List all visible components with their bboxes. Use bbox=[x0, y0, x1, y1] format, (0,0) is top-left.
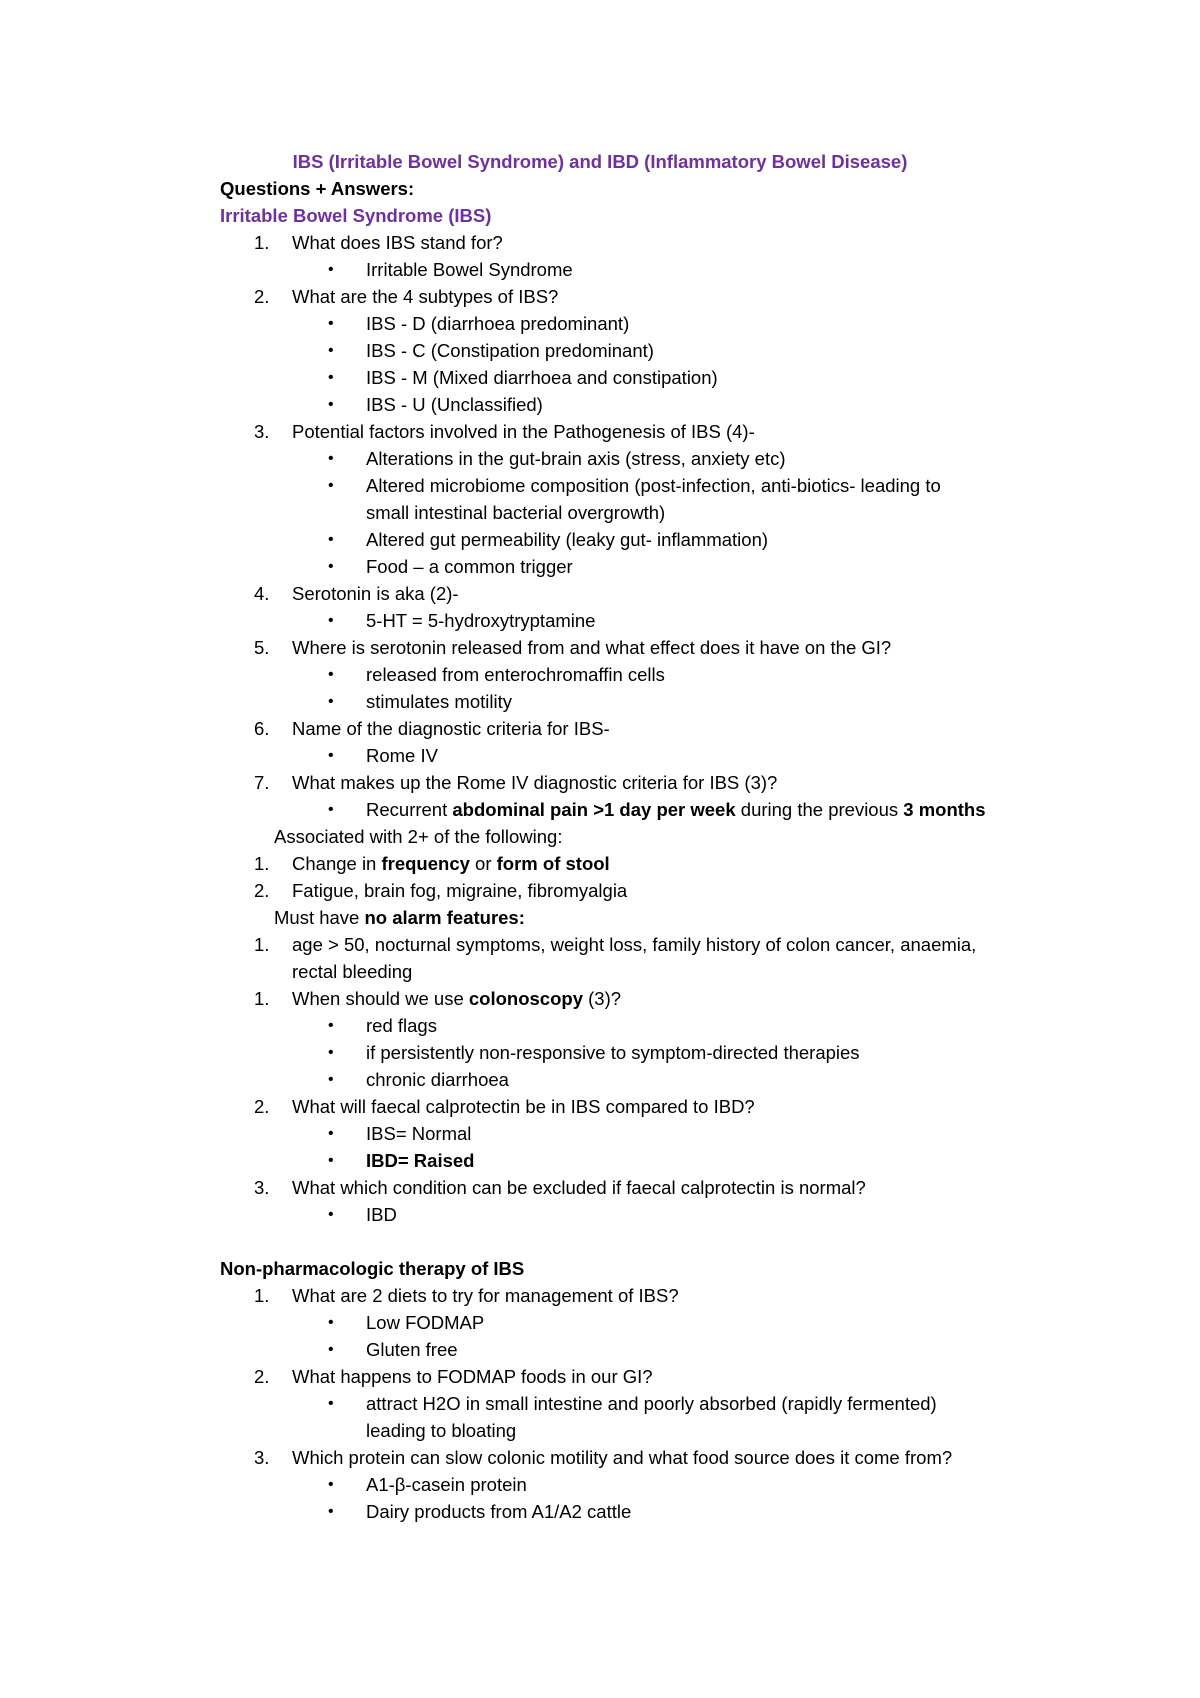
list-number: 7. bbox=[254, 772, 270, 793]
answer-text: small intestinal bacterial overgrowth) bbox=[366, 502, 666, 523]
list-number: 2. bbox=[254, 880, 270, 901]
list-item-numbered bbox=[254, 877, 628, 904]
bullet-icon: • bbox=[328, 747, 334, 764]
answer-text bbox=[366, 796, 986, 823]
question-4 bbox=[254, 580, 459, 607]
section-heading-non-pharmacologic: Non-pharmacologic therapy of IBS bbox=[220, 1258, 525, 1279]
answer-text: A1-β-casein protein bbox=[366, 1474, 527, 1495]
list-number: 3. bbox=[254, 421, 270, 442]
item-text bbox=[292, 850, 610, 877]
item-text: age > 50, nocturnal symptoms, weight loss, family history of colon cancer, anaemia, bbox=[292, 934, 977, 955]
question-text: Serotonin is aka (2)- bbox=[292, 583, 459, 604]
bullet-icon: • bbox=[328, 531, 334, 548]
answer-text: IBS= Normal bbox=[366, 1123, 472, 1144]
list-number: 3. bbox=[254, 1177, 270, 1198]
question-text bbox=[292, 985, 621, 1012]
list-number: 6. bbox=[254, 718, 270, 739]
list-item-numbered bbox=[254, 850, 610, 877]
section-heading-ibs: Irritable Bowel Syndrome (IBS) bbox=[220, 205, 492, 226]
alarm-heading bbox=[274, 904, 525, 931]
question-text: What does IBS stand for? bbox=[292, 232, 503, 253]
bullet-icon: • bbox=[328, 1314, 334, 1331]
answer-text: Altered gut permeability (leaky gut- inflammation) bbox=[366, 529, 769, 550]
question-text: What happens to FODMAP foods in our GI? bbox=[292, 1366, 653, 1387]
text-run: (3)? bbox=[583, 988, 622, 1009]
answer-text: Alterations in the gut-brain axis (stress, anxiety etc) bbox=[366, 448, 786, 469]
bullet-icon: • bbox=[328, 450, 334, 467]
bullet-icon: • bbox=[328, 315, 334, 332]
answer-text: Low FODMAP bbox=[366, 1312, 485, 1333]
list-number: 5. bbox=[254, 637, 270, 658]
list-number: 1. bbox=[254, 934, 270, 955]
question-text: Potential factors involved in the Pathogenesis of IBS (4)- bbox=[292, 421, 755, 442]
answer-text: Irritable Bowel Syndrome bbox=[366, 259, 573, 280]
subtitle: Questions + Answers: bbox=[220, 178, 415, 199]
document-title: IBS (Irritable Bowel Syndrome) and IBD (Inflammatory Bowel Disease) bbox=[292, 151, 908, 172]
answer-text: if persistently non-responsive to symptom-directed therapies bbox=[366, 1042, 860, 1063]
bullet-icon: • bbox=[328, 612, 334, 629]
question-text: What are the 4 subtypes of IBS? bbox=[292, 286, 559, 307]
bullet-icon: • bbox=[328, 342, 334, 359]
bullet-icon: • bbox=[328, 369, 334, 386]
question-excluded-condition bbox=[254, 1174, 866, 1201]
question-3 bbox=[254, 418, 755, 445]
answer-text: 5-HT = 5-hydroxytryptamine bbox=[366, 610, 596, 631]
question-text: Which protein can slow colonic motility and what food source does it come from? bbox=[292, 1447, 953, 1468]
question-text: Name of the diagnostic criteria for IBS- bbox=[292, 718, 610, 739]
text-run: Recurrent bbox=[366, 799, 453, 820]
bullet-icon: • bbox=[328, 1503, 334, 1520]
answer-text: stimulates motility bbox=[366, 691, 512, 712]
list-number: 1. bbox=[254, 1285, 270, 1306]
text-run-bold: 3 months bbox=[903, 799, 986, 820]
list-number: 1. bbox=[254, 988, 270, 1009]
question-6 bbox=[254, 715, 610, 742]
answer-text: IBS - M (Mixed diarrhoea and constipation) bbox=[366, 367, 718, 388]
question-5 bbox=[254, 634, 892, 661]
list-number: 1. bbox=[254, 232, 270, 253]
bullet-icon: • bbox=[328, 1152, 334, 1169]
text-run: Must have bbox=[274, 907, 365, 928]
question-text: Where is serotonin released from and what effect does it have on the GI? bbox=[292, 637, 892, 658]
text-run: When should we use bbox=[292, 988, 469, 1009]
list-number: 2. bbox=[254, 1366, 270, 1387]
question-calprotectin bbox=[254, 1093, 755, 1120]
answer-text: leading to bloating bbox=[366, 1420, 517, 1441]
question-fodmap bbox=[254, 1363, 653, 1390]
text-run: during the previous bbox=[735, 799, 904, 820]
answer-text: Gluten free bbox=[366, 1339, 458, 1360]
item-text: Fatigue, brain fog, migraine, fibromyalgia bbox=[292, 880, 628, 901]
answer-text: Rome IV bbox=[366, 745, 438, 766]
answer-text: Altered microbiome composition (post-infection, anti-biotics- leading to bbox=[366, 475, 941, 496]
list-item-numbered bbox=[254, 931, 977, 958]
bullet-icon: • bbox=[328, 1206, 334, 1223]
question-7 bbox=[254, 769, 778, 796]
answer-text: IBS - C (Constipation predominant) bbox=[366, 340, 654, 361]
bullet-icon: • bbox=[328, 693, 334, 710]
question-1 bbox=[254, 229, 503, 256]
question-colonoscopy bbox=[254, 985, 622, 1012]
question-text: What which condition can be excluded if faecal calprotectin is normal? bbox=[292, 1177, 866, 1198]
answer-text: IBD= Raised bbox=[366, 1150, 475, 1171]
bullet-icon: • bbox=[328, 801, 334, 818]
question-2 bbox=[254, 283, 559, 310]
bullet-icon: • bbox=[328, 1395, 334, 1412]
text-run-bold: no alarm features: bbox=[364, 907, 525, 928]
bullet-icon: • bbox=[328, 261, 334, 278]
answer-text: Dairy products from A1/A2 cattle bbox=[366, 1501, 632, 1522]
answer-text: IBS - U (Unclassified) bbox=[366, 394, 543, 415]
question-text: What will faecal calprotectin be in IBS compared to IBD? bbox=[292, 1096, 755, 1117]
list-number: 3. bbox=[254, 1447, 270, 1468]
answer-text: IBD bbox=[366, 1204, 397, 1225]
text-run-bold: form of stool bbox=[496, 853, 610, 874]
bullet-icon: • bbox=[328, 1071, 334, 1088]
item-text: rectal bleeding bbox=[292, 961, 413, 982]
answer-text: released from enterochromaffin cells bbox=[366, 664, 665, 685]
question-protein bbox=[254, 1444, 953, 1471]
bullet-icon: • bbox=[328, 396, 334, 413]
answer-text: IBS - D (diarrhoea predominant) bbox=[366, 313, 630, 334]
list-number: 2. bbox=[254, 286, 270, 307]
question-text: What makes up the Rome IV diagnostic criteria for IBS (3)? bbox=[292, 772, 778, 793]
bullet-icon: • bbox=[328, 1125, 334, 1142]
bullet-icon: • bbox=[328, 1341, 334, 1358]
bullet-icon: • bbox=[328, 666, 334, 683]
bullet-icon: • bbox=[328, 558, 334, 575]
text-run-bold: frequency bbox=[381, 853, 470, 874]
list-number: 1. bbox=[254, 853, 270, 874]
list-number: 4. bbox=[254, 583, 270, 604]
answer-text: attract H2O in small intestine and poorly absorbed (rapidly fermented) bbox=[366, 1393, 937, 1414]
text-run-bold: abdominal pain >1 day per week bbox=[452, 799, 736, 820]
question-text: What are 2 diets to try for management of IBS? bbox=[292, 1285, 679, 1306]
associated-heading: Associated with 2+ of the following: bbox=[274, 826, 563, 847]
text-run-bold: colonoscopy bbox=[468, 988, 583, 1009]
bullet-icon: • bbox=[328, 1044, 334, 1061]
text-run: or bbox=[469, 853, 497, 874]
text-run: Change in bbox=[292, 853, 382, 874]
question-diets bbox=[254, 1282, 679, 1309]
list-number: 2. bbox=[254, 1096, 270, 1117]
answer-text: chronic diarrhoea bbox=[366, 1069, 509, 1090]
bullet-icon: • bbox=[328, 1017, 334, 1034]
answer-text: red flags bbox=[366, 1015, 437, 1036]
bullet-icon: • bbox=[328, 1476, 334, 1493]
answer-text: Food – a common trigger bbox=[366, 556, 573, 577]
bullet-icon: • bbox=[328, 477, 334, 494]
